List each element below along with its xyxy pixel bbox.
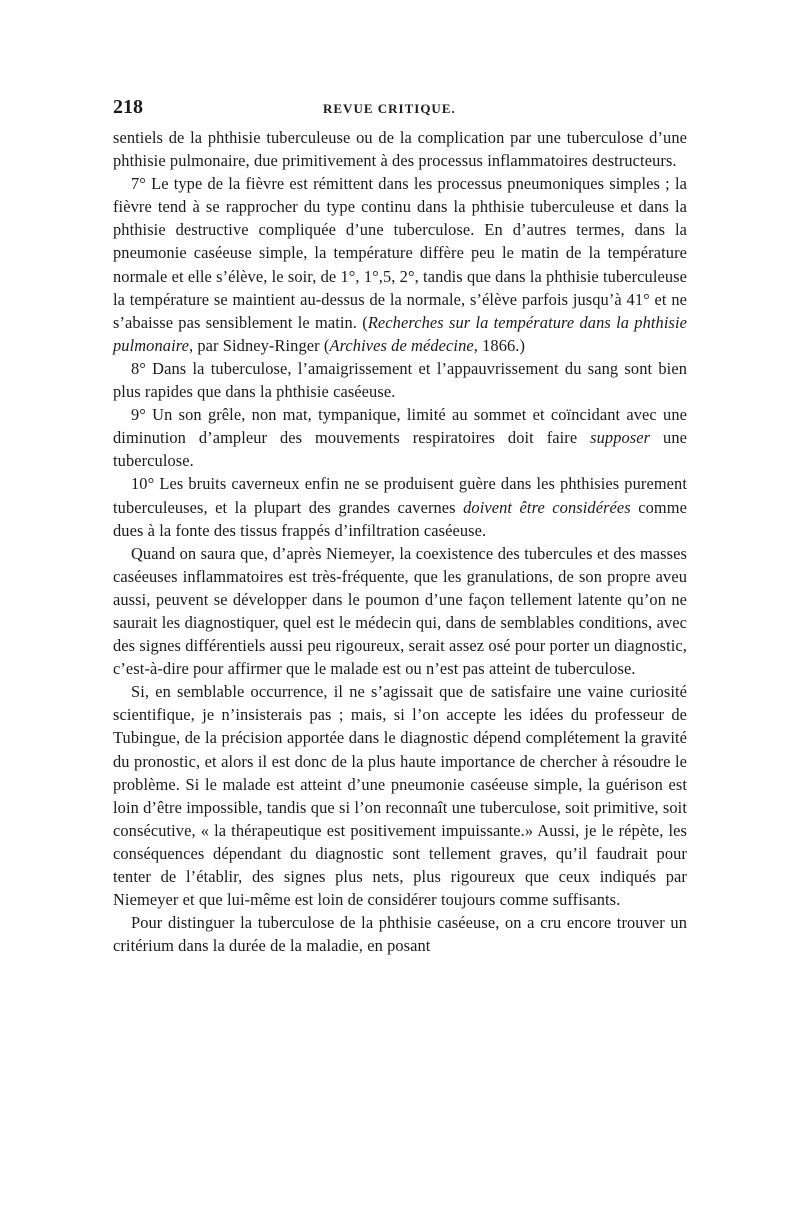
paragraph-8-emaciation: 8° Dans la tuberculose, l’amaigrissement et l’appauvrissement du sang sont bien plus rapides que dans la phthisie caséeuse. xyxy=(113,358,687,402)
page xyxy=(113,96,687,957)
running-title: REVUE CRITIQUE. xyxy=(323,101,456,116)
p10-italic: doivent être considérées xyxy=(463,497,631,517)
paragraph-niemeyer: Quand on saura que, d’après Niemeyer, la coexistence des tubercules et des masses caséeuses inflammatoires est très-fréquente, que les granulations, de son propre aveu aussi, peuvent se développer dans le poumon d’une façon tellement latente qu’on ne saurait les diagnostiquer, quel est le médecin qui, dans de semblables conditions, avec des signes différentiels aussi peu rigoureux, serait assez osé pour porter un diagnostic, c’est-à-dire pour affirmer que le malade est ou n’est pas atteint de tuberculose. xyxy=(113,543,687,679)
p10-text-a: 10° Les bruits caverneux enfin ne se produisent guère dans les phthisies purement tuberculeuses, et la plupart des grandes cavernes xyxy=(113,474,687,517)
paragraph-continuation: sentiels de la phthisie tuberculeuse ou de la complication par une tuberculose d’une phthisie pulmonaire, due primitivement à des processus inflammatoires destructeurs. xyxy=(113,128,687,171)
p7-text-a: 7° Le type de la fièvre est rémittent dans les processus pneumoniques simples ; la fièvre tend à se rapprocher du type continu dans la phthisie tuberculeuse et dans la phthisie destructive compliquée d’une tuberculose. En d’autres termes, dans la pneumonie caséeuse simple, la température diffère peu le matin de la température normale et elle s’élève, le soir, de 1°, 1°,5, 2°, tandis que dans la phthisie tuberculeuse la température se maintient au-dessus de la normale, s’élève parfois jusqu’à 41° et ne s’abaisse pas sensiblement le matin. ( xyxy=(113,174,687,332)
paragraph-7-fever-type xyxy=(113,172,687,357)
paragraph-diagnosis: Si, en semblable occurrence, il ne s’agissait que de satisfaire une vaine curiosité scientifique, je n’insisterais pas ; mais, si l’on accepte les idées du professeur de Tubingue, de la précision apportée dans le diagnostic dépend complétement la gravité du pronostic, et alors il est donc de la plus haute importance de chercher à résoudre le problème. Si le malade est atteint d’une pneumonie caséeuse simple, la guérison est loin d’être impossible, tandis que si l’on reconnaît une tuberculose, soit primitive, soit consécutive, « la thérapeutique est positivement impuissante.» Aussi, je le répète, les conséquences dépendant du diagnostic sont tellement graves, qu’il faudrait pour tenter de l’établir, des signes plus nets, plus rigoureux que ceux indiqués par Niemeyer et que lui-même est loin de considérer toujours comme suffisants. xyxy=(113,682,687,910)
p10-text-b: comme dues à la fonte des tissus frappés d’infiltration caséeuse. xyxy=(113,497,687,540)
p7-text-b: , par Sidney-Ringer ( xyxy=(188,335,330,355)
body-text xyxy=(113,126,687,957)
paragraph-9-tympanic-sound xyxy=(113,403,687,472)
page-number: 218 xyxy=(113,96,143,118)
p7-italic-title: Recherches sur la température dans la phthisie pulmonaire xyxy=(113,312,687,355)
p9-text-a: 9° Un son grêle, non mat, tympanique, limité au sommet et coïncidant avec une diminution d’ampleur des mouvements respiratoires doit faire xyxy=(113,405,687,448)
paragraph-duration: Pour distinguer la tuberculose de la phthisie caséeuse, on a cru encore trouver un critérium dans la durée de la maladie, en posant xyxy=(113,913,687,956)
p7-italic-journal: Archives de médecine xyxy=(329,335,474,355)
running-head xyxy=(113,96,687,126)
p9-italic: supposer xyxy=(590,428,651,448)
paragraph-10-cavernous-sounds xyxy=(113,472,687,541)
p7-text-c: , 1866.) xyxy=(473,335,526,355)
p9-text-b: une tuberculose. xyxy=(113,428,688,471)
